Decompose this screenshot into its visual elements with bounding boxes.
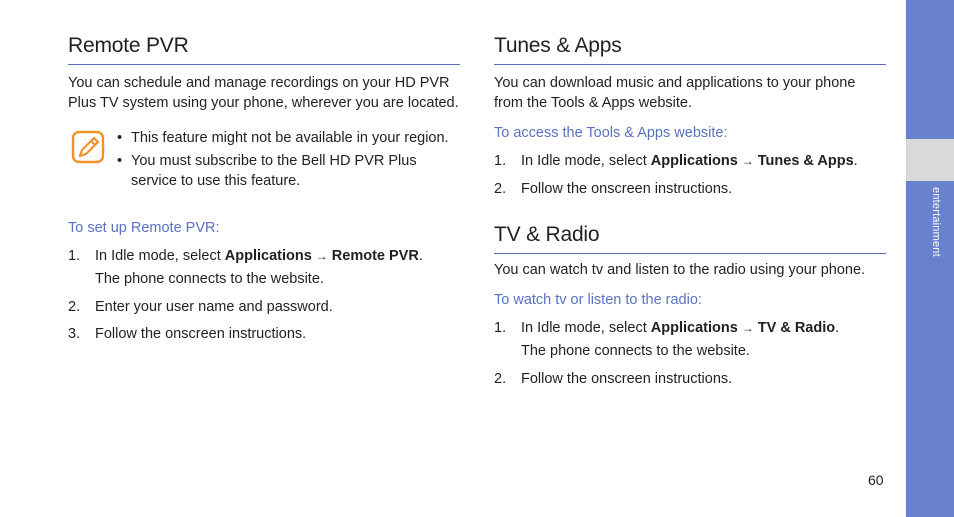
note-item: • You must subscribe to the Bell HD PVR Plus service to use this feature.: [117, 151, 460, 191]
step-number: 3.: [68, 326, 81, 342]
note-pencil-icon: [71, 130, 105, 164]
step-text: In Idle mode, select: [521, 153, 651, 169]
step-text: Enter your user name and password.: [95, 299, 333, 315]
arrow-icon: →: [741, 321, 754, 335]
tunes-apps-section: [494, 32, 886, 199]
note-list: [117, 128, 460, 194]
step-number: 2.: [494, 371, 507, 387]
tv-radio-section: [494, 221, 886, 389]
tunes-apps-subheading: To access the Tools & Apps website:: [494, 125, 728, 141]
step-text: .: [418, 248, 423, 264]
remote-pvr-subheading: To set up Remote PVR:: [68, 220, 220, 236]
step-item: [68, 324, 460, 344]
step-bold: Applications: [224, 248, 312, 264]
step-number: 2.: [68, 299, 81, 315]
step-number: 1.: [494, 153, 507, 169]
step-text: .: [835, 320, 840, 336]
step-number: 2.: [494, 181, 507, 197]
step-item: [68, 246, 460, 289]
note-box: [68, 128, 460, 194]
step-item: [494, 179, 886, 199]
step-bold: Applications: [650, 320, 738, 336]
step-bold: TV & Radio: [757, 320, 836, 336]
step-text: Follow the onscreen instructions.: [521, 181, 733, 197]
step-item: [494, 318, 886, 361]
step-number: 1.: [494, 320, 507, 336]
step-bold: Tunes & Apps: [757, 153, 854, 169]
remote-pvr-steps: [68, 246, 460, 344]
tunes-apps-title: Tunes & Apps: [494, 32, 886, 65]
step-bold: Applications: [650, 153, 738, 169]
step-item: [68, 297, 460, 317]
arrow-icon: →: [741, 154, 754, 168]
chapter-sidebar: [906, 0, 954, 517]
step-bold: Remote PVR: [331, 248, 419, 264]
remote-pvr-section: [68, 32, 460, 344]
tv-radio-subheading: To watch tv or listen to the radio:: [494, 292, 702, 308]
step-extra: The phone connects to the website.: [95, 271, 324, 287]
step-extra: The phone connects to the website.: [521, 343, 750, 359]
chapter-tab: [906, 139, 954, 181]
chapter-label: entertainment: [930, 187, 942, 257]
step-item: [494, 369, 886, 389]
step-text: Follow the onscreen instructions.: [521, 371, 733, 387]
step-item: [494, 151, 886, 171]
step-text: .: [853, 153, 858, 169]
right-column: [494, 32, 886, 389]
step-number: 1.: [68, 248, 81, 264]
step-text: Follow the onscreen instructions.: [95, 326, 307, 342]
page-number: 60: [868, 472, 884, 488]
tv-radio-title: TV & Radio: [494, 221, 886, 254]
tunes-apps-steps: [494, 151, 886, 199]
remote-pvr-intro: You can schedule and manage recordings on your HD PVR Plus TV system using your phone, wherever you are located.: [68, 75, 459, 111]
step-text: In Idle mode, select: [95, 248, 225, 264]
remote-pvr-title: Remote PVR: [68, 32, 460, 65]
arrow-icon: →: [315, 249, 328, 263]
note-item: • This feature might not be available in your region.: [117, 128, 460, 148]
step-text: In Idle mode, select: [521, 320, 651, 336]
tv-radio-steps: [494, 318, 886, 389]
tv-radio-intro: You can watch tv and listen to the radio using your phone.: [494, 262, 866, 278]
tunes-apps-intro: You can download music and applications to your phone from the Tools & Apps website.: [494, 75, 856, 111]
